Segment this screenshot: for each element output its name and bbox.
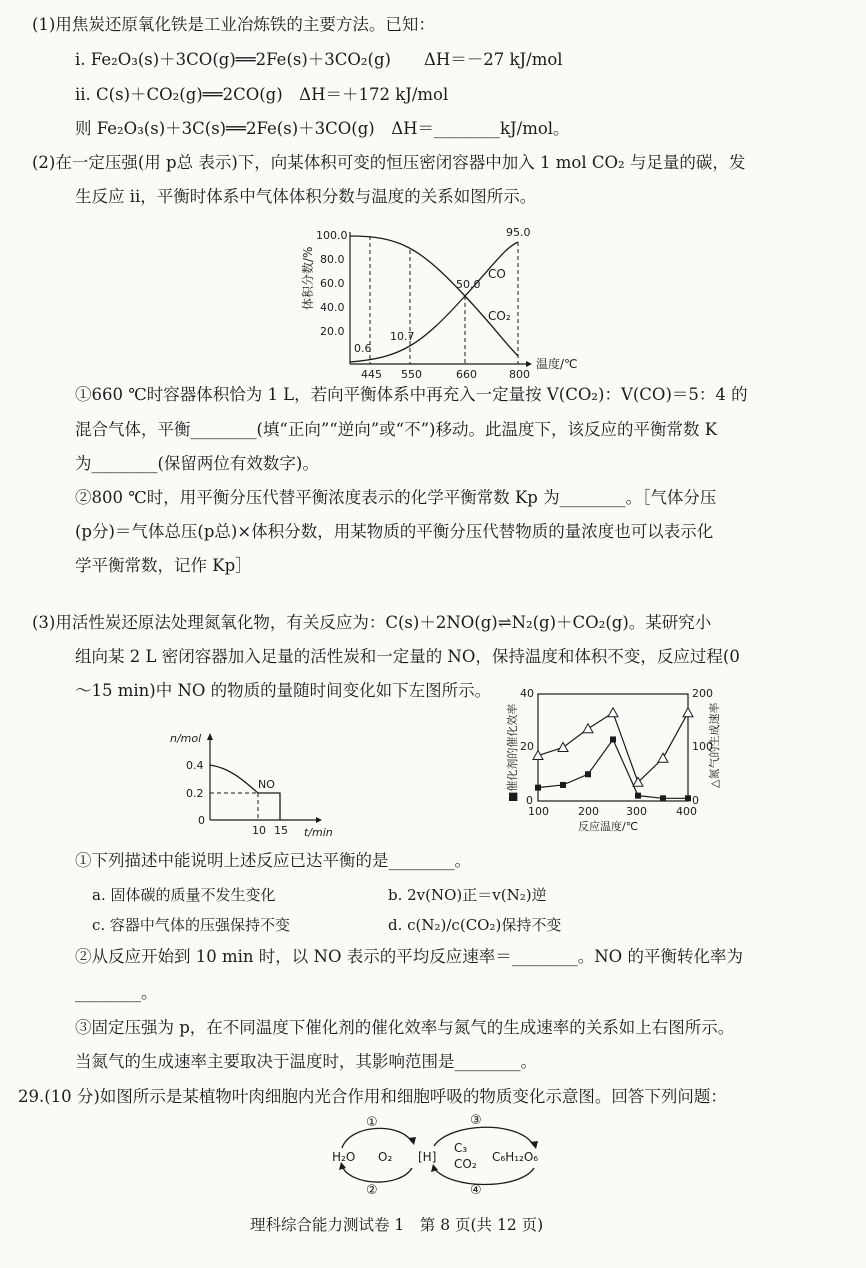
option-d: d. c(N₂)/c(CO₂)保持不变 [388,916,562,934]
n2-rate-point [558,743,568,752]
q2-1-line1: ①660 ℃时容器体积恰为 1 L，若向平衡体系中再充入一定量按 V(CO₂)：V(CO)＝5：4 的 [75,385,748,404]
reaction-i: i. Fe₂O₃(s)＋3CO(g)══2Fe(s)＋3CO₂(g) ΔH＝－27 kJ/mol [75,50,563,69]
right-tick: 100 [692,740,713,753]
page-footer: 理科综合能力测试卷 1 第 8 页(共 12 页) [250,1216,544,1234]
x-tick: 660 [456,368,477,378]
series-label-no: NO [258,778,275,791]
q3-2-line2: ________。 [75,983,158,1002]
catalyst-efficiency-point [660,795,666,801]
y-tick: 60.0 [320,277,345,290]
q2-1-line3: 为________(保留两位有效数字)。 [75,454,319,473]
label-10-7: 10.7 [390,330,415,343]
x-axis-label: 温度/℃ [536,357,578,371]
co-curve [350,242,518,362]
label-o2: O₂ [378,1150,393,1164]
n2-rate-point [658,753,668,762]
catalyst-efficiency-point [585,771,591,777]
q2-2-line2: (p分)＝气体总压(p总)×体积分数，用某物质的平衡分压代替物质的量浓度也可以表示化 [75,522,714,541]
right-tick: 0 [692,794,699,807]
q2-2-line3: 学平衡常数，记作 Kp］ [75,556,252,575]
x-tick: 300 [626,805,647,818]
y-tick: 40.0 [320,301,345,314]
left-tick: 20 [520,740,534,753]
label-c3: C₃ [454,1141,468,1155]
option-b: b. 2v(NO)正＝v(N₂)逆 [388,886,547,904]
x-tick: 400 [676,805,697,818]
n2-rate-point [608,708,618,717]
label-0-6: 0.6 [354,342,372,355]
q3-intro-line1: (3)用活性炭还原法处理氮氧化物，有关反应为：C(s)＋2NO(g)⇌N₂(g)＋CO₂(g)。某研究小 [32,613,712,632]
left-axis-label: ■催化剂的催化效率 [506,703,519,802]
q3-1-stem: ①下列描述中能说明上述反应已达平衡的是________。 [75,851,471,870]
q3-3-line2: 当氮气的生成速率主要取决于温度时，其影响范围是________。 [75,1052,537,1071]
q3-3-line1: ③固定压强为 p，在不同温度下催化剂的催化效率与氮气的生成速率的关系如上右图所示。 [75,1018,735,1037]
co2-curve [350,236,518,356]
q2-intro-line2: 生反应 ii，平衡时体系中气体体积分数与温度的关系如图所示。 [75,187,537,206]
y-ticks [316,229,348,338]
legend-co2: CO₂ [488,309,511,323]
catalyst-efficiency-point [610,736,616,742]
q3-2-line1: ②从反应开始到 10 min 时，以 NO 表示的平均反应速率＝________。NO 的平衡转化率为 [75,947,743,966]
q1-question: 则 Fe₂O₃(s)＋3C(s)══2Fe(s)＋3CO(g) ΔH＝________kJ/mol。 [75,119,570,138]
chart-catalyst [498,684,728,834]
y-axis-label: 体积分数/% [301,246,315,310]
x-tick: 800 [509,368,530,378]
num-1: ① [366,1115,378,1130]
x-tick: 10 [252,824,266,837]
num-2: ② [366,1183,378,1198]
q1-intro: (1)用焦炭还原氧化铁是工业冶炼铁的主要方法。已知： [32,15,435,34]
x-tick: 445 [361,368,382,378]
q2-2-line1: ②800 ℃时，用平衡分压代替平衡浓度表示的化学平衡常数 Kp 为________。［气体分压 [75,488,717,507]
label-95: 95.0 [506,226,531,239]
y-tick: 0.4 [186,759,204,772]
catalyst-efficiency-point [535,785,541,791]
y-tick: 100.0 [316,229,348,242]
x-axis-label: 反应温度/℃ [578,820,639,833]
y-tick: 80.0 [320,253,345,266]
x-tick: 15 [274,824,288,837]
legend-co: CO [488,267,506,281]
x-tick: 200 [578,805,599,818]
x-tick: 100 [528,805,549,818]
y-tick: 20.0 [320,325,345,338]
n2-rate-point [583,724,593,733]
chart-volume-fraction [290,218,620,378]
q3-intro-line2: 组向某 2 L 密闭容器加入足量的活性炭和一定量的 NO，保持温度和体积不变，反应过程(0 [75,647,740,666]
q29-stem: 29.(10 分)如图所示是某植物叶肉细胞内光合作用和细胞呼吸的物质变化示意图。回答下列问题： [18,1087,727,1106]
left-tick: 0 [526,794,533,807]
y-axis-label: n/mol [170,732,202,745]
label-50: 50.0 [456,278,481,291]
metabolism-diagram [320,1110,570,1200]
label-co2: CO₂ [454,1157,477,1171]
q2-intro-line1: (2)在一定压强(用 p总 表示)下，向某体积可变的恒压密闭容器中加入 1 mol CO₂ 与足量的碳，发 [32,153,746,172]
num-3: ③ [470,1113,482,1128]
option-a: a. 固体碳的质量不发生变化 [92,886,276,904]
x-axis-label: t/min [304,826,333,838]
chart-no-amount [168,728,368,838]
left-tick: 40 [520,687,534,700]
label-h: [H] [418,1150,437,1164]
num-4: ④ [470,1183,482,1198]
catalyst-efficiency-point [635,793,641,799]
label-glucose: C₆H₁₂O₆ [492,1150,539,1164]
catalyst-efficiency-point [560,782,566,788]
n2-rate-point [683,708,693,717]
right-axis-label: △氮气的生成速率 [708,702,721,788]
catalyst-efficiency-point [685,795,691,801]
q3-intro-line3: ～15 min)中 NO 的物质的量随时间变化如下左图所示。 [75,681,492,700]
q2-1-line2: 混合气体，平衡________(填“正向”“逆向”或“不”)移动。此温度下，该反应的平衡常数 K [75,420,718,439]
label-h2o: H₂O [332,1150,356,1164]
y-tick: 0.2 [186,787,204,800]
y-tick: 0 [198,814,205,827]
option-c: c. 容器中气体的压强保持不变 [92,916,290,934]
right-tick: 200 [692,687,713,700]
x-tick: 550 [401,368,422,378]
reaction-ii: ii. C(s)＋CO₂(g)══2CO(g) ΔH＝＋172 kJ/mol [75,85,449,104]
